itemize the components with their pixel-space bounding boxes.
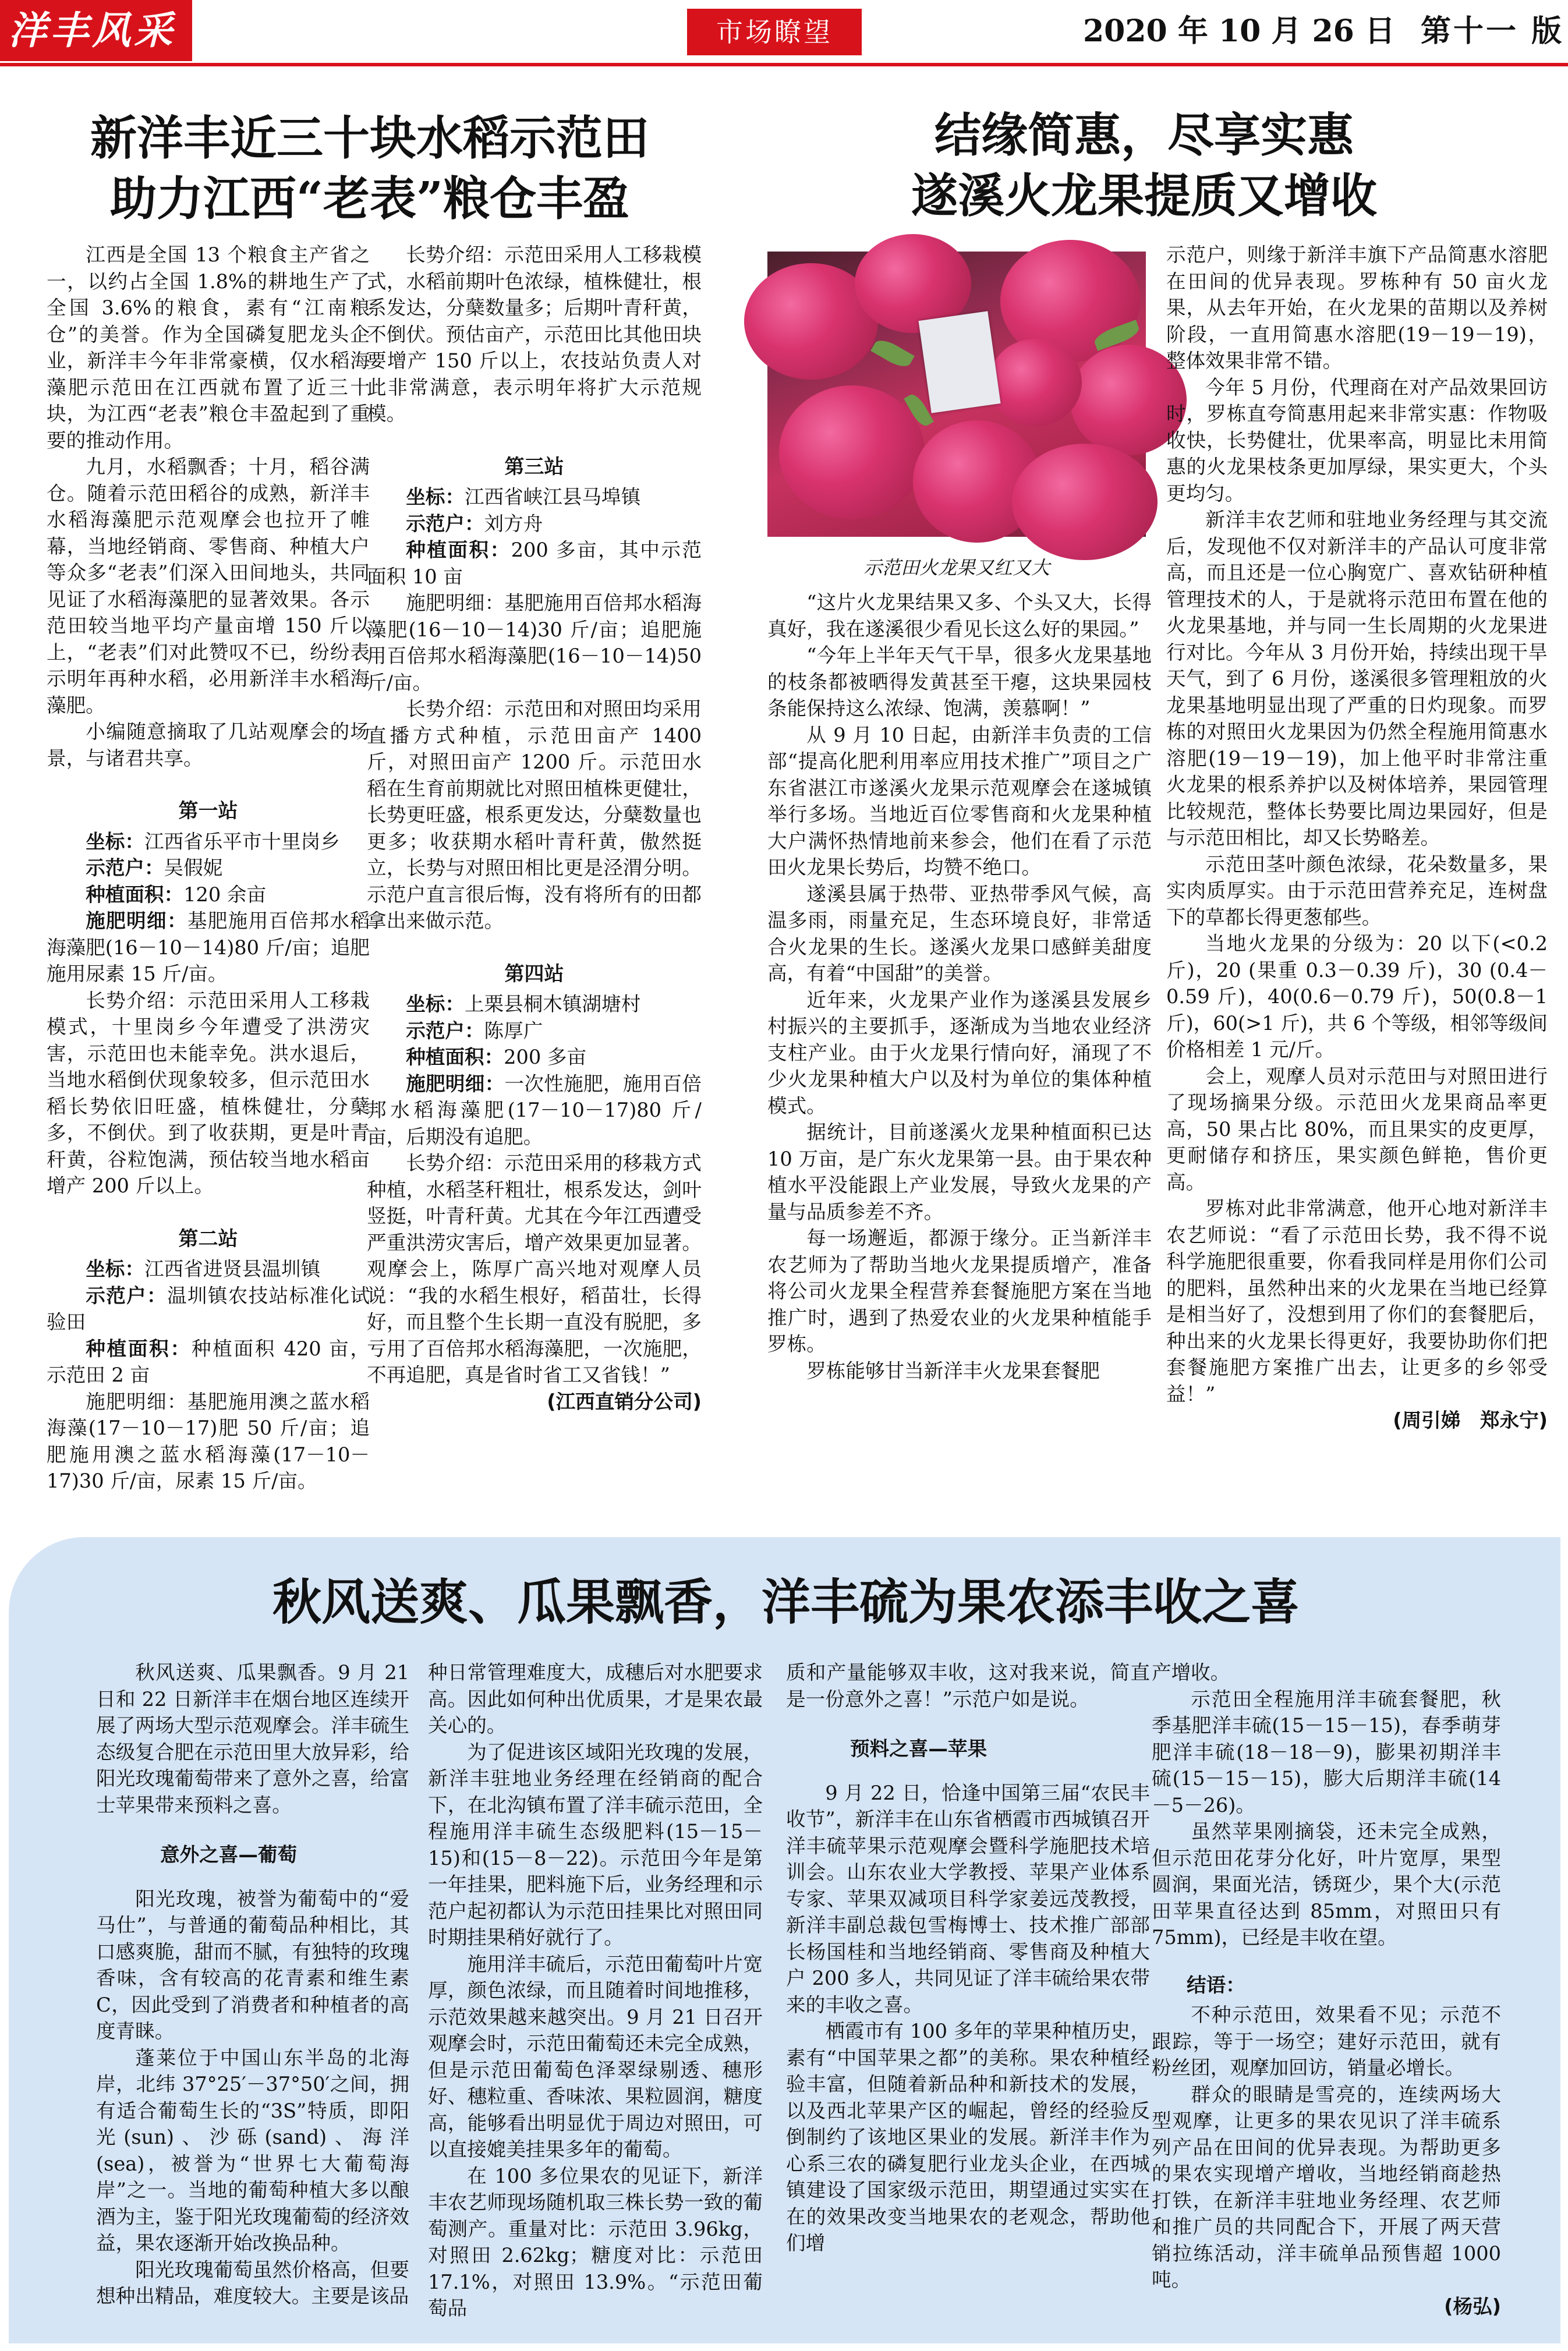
station-farmer: 示范户：吴假妮 — [86, 856, 223, 879]
paragraph: 产增收。 — [1152, 1661, 1230, 1684]
station-growth: 长势介绍：示范田采用人工移栽模式，水稻前期叶色浓绿，植株健壮，根系发达，分蘖数量多；后期叶青秆黄，不倒伏。预估亩产，示范田比其他田块要增产 150 斤以上，农技站负责人对此非常满意，表示明年将扩大示范规模。 — [367, 243, 702, 425]
article3-headline: 秋风送爽、瓜果飘香，洋丰硫为果农添丰收之喜 — [272, 1573, 1300, 1631]
headline-line: 新洋丰近三十块水稻示范田 — [90, 111, 649, 165]
field-label: 示范户 — [86, 1284, 147, 1307]
headline-line: 结缘简惠，尽享实惠 — [935, 108, 1354, 162]
article3-column-1 — [96, 1659, 409, 2335]
station-location: 坐标：江西省峡江县马埠镇 — [406, 486, 641, 508]
article2-column-2 — [1166, 242, 1548, 1482]
station-location: 坐标：上栗县桐木镇湖塘村 — [406, 993, 641, 1015]
article3-column-3 — [786, 1659, 1150, 2335]
field-label: 示范户 — [406, 512, 465, 535]
paragraph: 在 100 多位果农的见证下，新洋丰农艺师现场随机取三株长势一致的葡萄测产。重量对比：示范田 3.96kg，对照田 2.62kg；糖度对比：示范田 17.1%，对照田 13.9%。“示范田葡萄品 — [428, 2164, 763, 2320]
article2-signature: (周引娣 郑永宁) — [1393, 1409, 1548, 1432]
station-farmer: 示范户：陈厚广 — [406, 1019, 543, 1042]
article2-headline — [757, 105, 1531, 226]
field-label: 坐标 — [86, 830, 125, 853]
paragraph: 示范田全程施用洋丰硫套餐肥，秋季基肥洋丰硫(15－15－15)，春季萌芽肥洋丰硫(18－18－9)，膨果初期洋丰硫(15－15－15)，膨大后期洋丰硫(14－5－26)。 — [1152, 1687, 1501, 1817]
paragraph: 当地火龙果的分级为：20 以下(<0.2 斤)，20 (果重 0.3－0.39 斤)，30 (0.4－0.59 斤)，40(0.6－0.79 斤)，50(0.8－1 斤)，60(>1 斤)，共 6 个等级，相邻等级间价格相差 1 元/斤。 — [1166, 932, 1548, 1061]
paragraph: 九月，水稻飘香；十月，稻谷满仓。随着示范田稻谷的成熟，新洋丰水稻海藻肥示范观摩会也拉开了帷幕，当地经销商、零售商、种植大户等众多“老表”们深入田间地头，共同见证了水稻海藻肥的显著效果。各示范田较当地平均产量亩增 150 斤以上，“老表”们对此赞叹不已，纷纷表示明年再种水稻，必用新洋丰水稻海藻肥。 — [47, 455, 370, 717]
station-fertilizer: 施肥明细：基肥施用澳之蓝水稻海藻(17－10－17)肥 50 斤/亩；追肥施用澳之蓝水稻海藻(17－10－17)30 斤/亩，尿素 15 斤/亩。 — [47, 1390, 370, 1492]
paragraph: “这片火龙果结果又多、个头又大，长得真好，我在遂溪很少看见长这么好的果园。” — [767, 591, 1152, 640]
paragraph: 每一场邂逅，都源于缘分。正当新洋丰农艺师为了帮助当地火龙果提质增产，准备将公司火龙果全程营养套餐施肥方案在当地推广时，遇到了热爱农业的火龙果种植能手罗栋。 — [767, 1227, 1152, 1355]
article3-column-2 — [428, 1659, 763, 2335]
paragraph: 质和产量能够双丰收，这对我来说，简直是一份意外之喜！”示范户如是说。 — [786, 1661, 1150, 1711]
article2-column-1 — [767, 589, 1152, 1497]
photo-caption: 示范田火龙果又红又大 — [863, 557, 1050, 579]
paragraph: 从 9 月 10 日起，由新洋丰负责的工信部“提高化肥利用率应用技术推广”项目之广东省湛江市遂溪火龙果示范观摩会在遂城镇举行多场。当地近百位零售商和火龙果种植大户满怀热情地前来参会，他们在看了示范田火龙果长势后，均赞不绝口。 — [767, 723, 1152, 879]
page-number: 第十一 版 — [1421, 13, 1565, 49]
article1-signature: (江西直销分公司) — [547, 1390, 702, 1413]
header-divider — [0, 63, 1568, 66]
paragraph: 9 月 22 日，恰逢中国第三届“农民丰收节”，新洋丰在山东省栖霞市西城镇召开洋丰硫苹果示范观摩会暨科学施肥技术培训会。山东农业大学教授、苹果产业体系专家、苹果双减项目科学家姜远茂教授，新洋丰副总裁包雪梅博士、技术推广部部长杨国桂和当地经销商、零售商及种植大户 200 多人，共同见证了洋丰硫给果农带来的丰收之喜。 — [786, 1781, 1150, 2016]
paragraph: 示范田茎叶颜色浓绿，花朵数量多，果实肉质厚实。由于示范田营养充足，连树盘下的草都长得更葱郁些。 — [1166, 852, 1548, 929]
paragraph: 秋风送爽、瓜果飘香。9 月 21 日和 22 日新洋丰在烟台地区连续开展了两场大型示范观摩会。洋丰硫生态级复合肥在示范田里大放异彩，给阳光玫瑰葡萄带来了意外之喜，给富士苹果带来预料之喜。 — [96, 1661, 409, 1817]
article1-headline — [47, 108, 693, 229]
field-label: 坐标 — [406, 486, 445, 508]
masthead-logo: 洋丰风采 — [0, 0, 192, 61]
station-area: 种植面积：200 多亩 — [406, 1046, 587, 1068]
station-location: 坐标：江西省进贤县温圳镇 — [86, 1258, 321, 1280]
field-label: 施肥明细 — [86, 909, 167, 932]
paragraph: 遂溪县属于热带、亚热带季风气候，高温多雨，雨量充足，生态环境良好，非常适合火龙果的生长。遂溪火龙果口感鲜美甜度高，有着“中国甜”的美誉。 — [767, 882, 1152, 985]
dragon-fruit-photo — [767, 252, 1146, 537]
field-label: 种植面积 — [86, 883, 164, 906]
subheading: 意外之喜—葡萄 — [160, 1843, 298, 1866]
station-area: 种植面积：120 余亩 — [86, 883, 267, 906]
station-fertilizer: 施肥明细：基肥施用百倍邦水稻海藻肥(16－10－14)30 斤/亩；追肥施用百倍邦水稻海藻肥(16－10－14)50 斤/亩。 — [367, 592, 702, 694]
paragraph: 阳光玫瑰葡萄虽然价格高，但要想种出精品，难度较大。主要是该品 — [96, 2258, 409, 2307]
paragraph: 为了促进该区域阳光玫瑰的发展，新洋丰驻地业务经理在经销商的配合下，在北沟镇布置了洋丰硫示范田，全程施用洋丰硫生态级肥料(15－15－15)和(15－8－22)。示范田今年是第一年挂果，肥料施下后，业务经理和示范户起初都认为示范田挂果比对照田同时期挂果稍好就行了。 — [428, 1740, 763, 1949]
paragraph: 施用洋丰硫后，示范田葡萄叶片宽厚，颜色浓绿，而且随着时间地推移，示范效果越来越突出。9 月 21 日召开观摩会时，示范田葡萄还未完全成熟，但是示范田葡萄色泽翠绿剔透、穗形好、穗粒重、香味浓、果粒圆润，糖度高，能够看出明显优于周边对照田，可以直接媲美挂果多年的葡萄。 — [428, 1952, 763, 2161]
station-fertilizer: 施肥明细：一次性施肥，施用百倍邦水稻海藻肥(17－10－17)80 斤/亩，后期没有追肥。 — [367, 1072, 702, 1148]
page-header — [0, 0, 1568, 67]
headline-line: 遂溪火龙果提质又增收 — [911, 168, 1377, 223]
paragraph: 今年 5 月份，代理商在对产品效果回访时，罗栋直夸简惠用起来非常实惠：作物吸收快，长势健壮，优果率高，明显比未用简惠的火龙果枝条更加厚绿，果实更大，个头更均匀。 — [1166, 376, 1548, 505]
paragraph: 不种示范田，效果看不见；示范不跟踪，等于一场空；建好示范田，就有粉丝团，观摩加回访，销量必增长。 — [1152, 2003, 1501, 2079]
paragraph: 小编随意摘取了几站观摩会的场景，与诸君共享。 — [47, 720, 370, 770]
paragraph: 种日常管理难度大，成穗后对水肥要求高。因此如何种出优质果，才是果农最关心的。 — [428, 1661, 763, 1737]
product-tag — [918, 311, 1000, 413]
subheading: 结语： — [1187, 1973, 1245, 1996]
field-label: 种植面积 — [406, 1046, 484, 1068]
paragraph: 群众的眼睛是雪亮的，连续两场大型观摩，让更多的果农见识了洋丰硫系列产品在田间的优异表现。为帮助更多的果农实现增产增收，当地经销商趁热打铁，在新洋丰驻地业务经理、农艺师和推广员的共同配合下，开展了两天营销拉练活动，洋丰硫单品预售超 1000 吨。 — [1152, 2083, 1501, 2291]
subheading: 预料之喜—苹果 — [850, 1737, 987, 1760]
station-title: 第三站 — [504, 455, 564, 479]
station-farmer: 示范户：温圳镇农技站标准化试验田 — [47, 1284, 370, 1333]
station-growth: 长势介绍：示范田和对照田均采用直播方式种植，示范田亩产 1400 斤，对照田亩产 1200 斤。示范田水稻在生育前期就比对照田植株更健壮，长势更旺盛，根系更发达，分蘖数量也更多；收获期水稻叶青秆黄，傲然挺立，长势与对照田相比更是泾渭分明。示范户直言很后悔，没有将所有的田都拿出来做示范。 — [367, 697, 702, 932]
paragraph: 近年来，火龙果产业作为遂溪县发展乡村振兴的主要抓手，逐渐成为当地农业经济支柱产业。由于火龙果行情向好，涌现了不少火龙果种植大户以及村为单位的集体种植模式。 — [767, 988, 1152, 1117]
field-label: 施肥明细 — [406, 1072, 485, 1095]
paragraph: 据统计，目前遂溪火龙果种植面积已达 10 万亩，是广东火龙果第一县。由于果农种植水平没能跟上产业发展，导致火龙果的产量与品质参差不齐。 — [767, 1121, 1152, 1223]
field-label: 坐标 — [406, 993, 445, 1015]
station-growth: 长势介绍：示范田采用人工移栽模式，十里岗乡今年遭受了洪涝灾害，示范田也未能幸免。洪水退后，当地水稻倒伏现象较多，但示范田水稻长势依旧旺盛，植株健壮，分蘖多，不倒伏。到了收获期，更是叶青秆黄，谷粒饱满，预估较当地水稻亩增产 200 斤以上。 — [47, 989, 370, 1197]
paragraph: 新洋丰农艺师和驻地业务经理与其交流后，发现他不仅对新洋丰的产品认可度非常高，而且还是一位心胸宽广、喜欢钻研种植管理技术的人，于是就将示范田布置在他的火龙果基地，并与同一生长周期的火龙果进行对比。今年从 3 月份开始，持续出现干旱天气，到了 6 月份，遂溪很多管理粗放的火龙果基地明显出现了严重的日灼现象。而罗栋的对照田火龙果因为仍然全程施用简惠水溶肥(19－19－19)，加上他平时非常注重火龙果的根系养护以及树体培养，果园管理比较规范，整体长势要比周边果园好，但是与示范田相比，却又长势略差。 — [1166, 508, 1548, 849]
station-area: 种植面积：200 多亩，其中示范面积 10 亩 — [367, 539, 702, 588]
field-label: 种植面积 — [406, 539, 490, 561]
paragraph: “今年上半年天气干旱，很多火龙果基地的枝条都被晒得发黄甚至干瘪，这块果园枝条能保持这么浓绿、饱满，羡慕啊！” — [767, 644, 1152, 720]
field-label: 种植面积 — [86, 1337, 171, 1360]
paragraph: 会上，观摩人员对示范田与对照田进行了现场摘果分级。示范田火龙果商品率更高，50 果占比 80%，而且果实的皮更厚，更耐储存和挤压，果实颜色鲜艳，售价更高。 — [1166, 1064, 1548, 1194]
issue-date: 2020 年 10 月 26 日 — [1083, 13, 1395, 49]
field-label: 示范户 — [406, 1019, 465, 1042]
station-area: 种植面积：种植面积 420 亩，示范田 2 亩 — [47, 1337, 370, 1386]
station-title: 第二站 — [178, 1227, 238, 1251]
article1-column-2 — [367, 242, 702, 1505]
station-growth: 长势介绍：示范田采用的移栽方式种植，水稻茎秆粗壮，根系发达，剑叶竖挺，叶青秆黄。尤其在今年江西遭受严重洪涝灾害后，增产效果更加显著。观摩会上，陈厚广高兴地对观摩人员说：“我的水稻生根好，稻苗壮，长得好，而且整个生长期一直没有脱肥，多亏用了百倍邦水稻海藻肥，一次施肥，不再追肥，真是省时省工又省钱！” — [367, 1152, 702, 1386]
paragraph: 示范户，则缘于新洋丰旗下产品简惠水溶肥在田间的优异表现。罗栋种有 50 亩火龙果，从去年开始，在火龙果的苗期以及养树阶段，一直用简惠水溶肥(19－19－19)，整体效果非常不错。 — [1166, 243, 1548, 372]
paragraph: 阳光玫瑰，被誉为葡萄中的“爱马仕”，与普通的葡萄品种相比，其口感爽脆，甜而不腻，有独特的玫瑰香味，含有较高的花青素和维生素 C，因此受到了消费者和种植者的高度青睐。 — [96, 1887, 409, 2042]
paragraph: 罗栋能够甘当新洋丰火龙果套餐肥 — [806, 1359, 1100, 1382]
station-farmer: 示范户：刘方舟 — [406, 512, 543, 535]
field-label: 示范户 — [86, 856, 144, 879]
article3-signature: (杨弘) — [1444, 2295, 1501, 2318]
article1-column-1 — [47, 242, 370, 1492]
paragraph: 蓬莱位于中国山东半岛的北海岸，北纬 37°25′－37°50′之间，拥有适合葡萄生长的“3S”特质，即阳光(sun)、沙砾(sand)、海洋(sea)，被誉为“世界七大葡萄海岸”之一。当地的葡萄种植大多以酿酒为主，鉴于阳光玫瑰葡萄的经济效益，果农逐渐开始改换品种。 — [96, 2046, 409, 2254]
field-label: 坐标 — [86, 1258, 125, 1280]
station-title: 第一站 — [178, 799, 238, 823]
paragraph: 栖霞市有 100 多年的苹果种植历史，素有“中国苹果之都”的美称。果农种植经验丰富，但随着新品种和新技术的发展，以及西北苹果产区的崛起，曾经的经验反倒制约了该地区果业的发展。新洋丰作为心系三农的磷复肥行业龙头企业，在西城镇建设了国家级示范田，期望通过实实在在的效果改变当地果农的老观念，帮助他们增 — [786, 2020, 1150, 2254]
section-badge: 市场瞭望 — [687, 9, 862, 55]
station-title: 第四站 — [504, 962, 564, 986]
station-fertilizer: 施肥明细：基肥施用百倍邦水稻海藻肥(16－10－14)80 斤/亩；追肥施用尿素 15 斤/亩。 — [47, 909, 370, 985]
paragraph: 罗栋对此非常满意，他开心地对新洋丰农艺师说：“看了示范田长势，我不得不说科学施肥很重要，你看我同样是用你们公司的肥料，虽然种出来的火龙果在当地已经算是相当好了，没想到用了你们的套餐肥后，种出来的火龙果长得更好，我要协助你们把套餐施肥方案推广出去，让更多的乡邻受益！” — [1166, 1197, 1548, 1405]
station-location: 坐标：江西省乐平市十里岗乡 — [86, 830, 340, 853]
article3-column-4 — [1152, 1659, 1501, 2335]
headline-line: 助力江西“老表”粮仓丰盈 — [109, 171, 630, 226]
paragraph: 虽然苹果刚摘袋，还未完全成熟，但示范田花芽分化好，叶片宽厚，果型圆润，果面光洁，锈斑少，果个大(示范田苹果直径达到 85mm，对照田只有 75mm)，已经是丰收在望。 — [1152, 1820, 1501, 1949]
paragraph: 江西是全国 13 个粮食主产省之一，以约占全国 1.8%的耕地生产了全国 3.6%的粮食，素有“江南粮仓”的美誉。作为全国磷复肥龙头企业，新洋丰今年非常豪横，仅水稻海藻肥示范田在江西就布置了近三十块，为江西“老表”粮仓丰盈起到了重要的推动作用。 — [47, 243, 370, 452]
